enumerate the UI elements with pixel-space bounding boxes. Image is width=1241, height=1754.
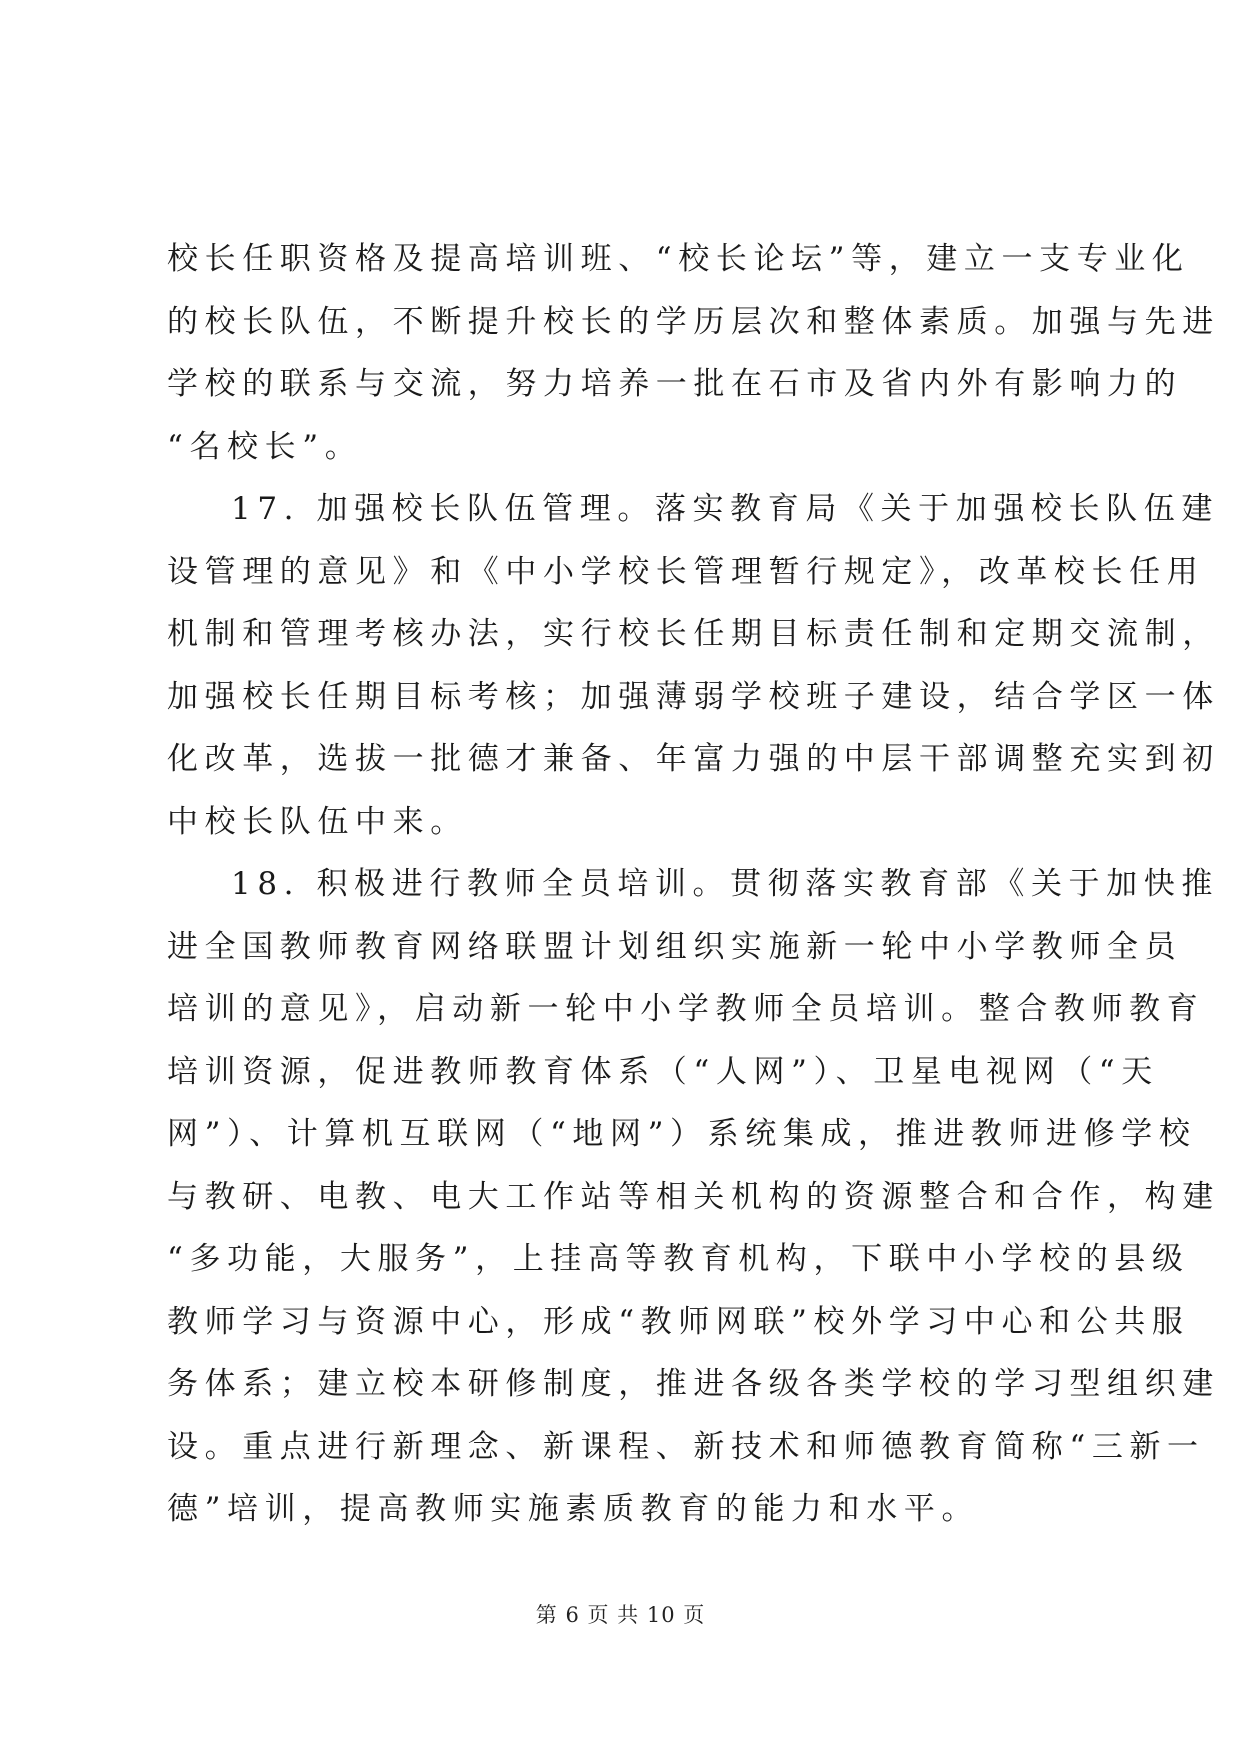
text-line: “名校长”。: [167, 428, 363, 465]
text-line: 设。重点进行新理念、新课程、新技术和师德教育简称“三新一: [167, 1428, 1205, 1465]
text-line: 18. 积极进行教师全员培训。贯彻落实教育部《关于加快推: [231, 866, 1219, 902]
text-line: 与教研、电教、电大工作站等相关机构的资源整合和合作，构建: [167, 1178, 1220, 1215]
document-body: [167, 228, 1220, 1541]
text-line: 进全国教师教育网络联盟计划组织实施新一轮中小学教师全员: [167, 928, 1183, 965]
page-number-footer: 第 6 页 共 10 页: [535, 1603, 706, 1627]
text-line: 教师学习与资源中心，形成“教师网联”校外学习中心和公共服: [167, 1303, 1190, 1340]
text-line: 17. 加强校长队伍管理。落实教育局《关于加强校长队伍建: [231, 491, 1219, 527]
text-line: 网”）、计算机互联网（“地网”）系统集成，推进教师进修学校: [167, 1116, 1197, 1152]
text-line: 的校长队伍，不断提升校长的学历层次和整体素质。加强与先进: [167, 303, 1220, 340]
text-line: 加强校长任期目标考核；加强薄弱学校班子建设，结合学区一体: [167, 678, 1220, 715]
text-line: 机制和管理考核办法，实行校长任期目标责任制和定期交流制，: [167, 616, 1220, 652]
text-line: 德”培训，提高教师实施素质教育的能力和水平。: [167, 1491, 980, 1527]
text-line: 培训的意见》，启动新一轮中小学教师全员培训。整合教师教育: [167, 991, 1205, 1027]
paragraph-principal-training-continued: [167, 228, 1220, 478]
text-line: 学校的联系与交流，努力培养一批在石市及省内外有影响力的: [167, 366, 1183, 402]
text-line: 校长任职资格及提高培训班、“校长论坛”等，建立一支专业化: [167, 241, 1190, 277]
text-line: 务体系；建立校本研修制度，推进各级各类学校的学习型组织建: [167, 1366, 1220, 1402]
text-line: “多功能，大服务”，上挂高等教育机构，下联中小学校的县级: [167, 1241, 1190, 1277]
paragraph-item-17: [167, 478, 1220, 853]
text-line: 设管理的意见》和《中小学校长管理暂行规定》，改革校长任用: [167, 553, 1205, 590]
paragraph-item-18: [167, 853, 1220, 1541]
text-line: 中校长队伍中来。: [167, 803, 468, 840]
text-line: 培训资源，促进教师教育体系（“人网”）、卫星电视网（“天: [167, 1053, 1159, 1090]
text-line: 化改革，选拔一批德才兼备、年富力强的中层干部调整充实到初: [167, 741, 1220, 777]
